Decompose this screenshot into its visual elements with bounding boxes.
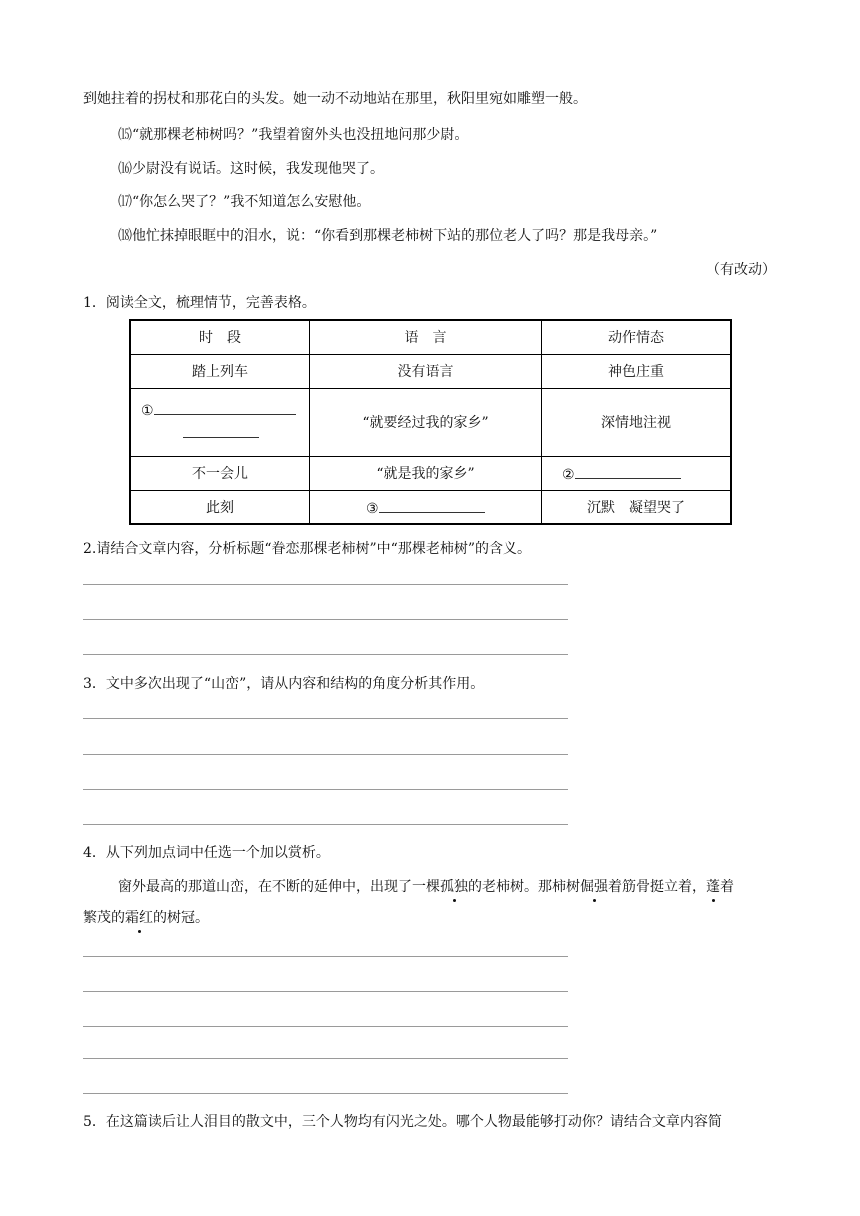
paragraph-16: ⒃少尉没有说话。这时候，我发现他哭了。 [118,161,384,177]
answer-line[interactable] [83,754,568,755]
passage-line: 到她拄着的拐杖和那花白的头发。她一动不动地站在那里，秋阳里宛如雕塑一般。 [83,91,587,107]
answer-blank-3[interactable] [379,497,485,513]
answer-line[interactable] [83,789,568,790]
answer-line[interactable] [83,956,568,957]
table-cell: 没有语言 [310,354,542,388]
table-row [130,388,731,456]
question-2-prompt: 2.请结合文章内容，分析标题“眷恋那棵老柿树”中“那棵老柿树”的含义。 [83,541,531,557]
answer-line[interactable] [83,824,568,825]
dotted-word-text: 霜红 [125,910,153,926]
dotted-word-text: 孤独 [440,879,468,895]
answer-line[interactable] [83,1058,568,1059]
table-header-cell: 动作情态 [542,320,732,354]
dotted-word-stubborn [580,877,608,897]
excerpt-text: 繁茂的 [83,910,125,926]
table-cell: 此刻 [130,490,310,524]
table-row [130,354,731,388]
table-row [130,490,731,524]
blank-marker-1: ① [141,403,154,419]
dotted-word-frost-red [125,908,153,928]
table-header-row [130,320,731,354]
answer-line[interactable] [83,1093,568,1094]
dotted-word-lonely [440,877,468,897]
answer-line[interactable] [83,584,568,585]
blank-marker-2: ② [562,467,575,483]
table-cell: 深情地注视 [542,388,732,456]
excerpt-text: 的老柿树。那柿树 [468,879,580,895]
answer-line[interactable] [83,718,568,719]
answer-line[interactable] [83,619,568,620]
excerpt-text: 着筋骨挺立着， [608,879,706,895]
excerpt-line-2 [83,908,209,928]
question-3-prompt: 3．文中多次出现了“山峦”，请从内容和结构的角度分析其作用。 [83,676,485,692]
table-cell: 不一会儿 [130,456,310,490]
blank-marker-3: ③ [366,500,379,517]
paragraph-18: ⒅他忙抹掉眼眶中的泪水，说：“你看到那棵老柿树下站的那位老人了吗？那是我母亲。” [118,228,658,244]
table-cell: 沉默 凝望哭了 [542,490,732,524]
dotted-word-text: 蓬 [706,879,720,895]
table-cell [310,490,542,524]
table-row [130,456,731,490]
table-cell: “就要经过我的家乡” [310,388,542,456]
answer-line[interactable] [83,654,568,655]
table-cell [542,456,732,490]
question-4-prompt: 4．从下列加点词中任选一个加以赏析。 [83,845,330,861]
table-header-cell: 时 段 [130,320,310,354]
excerpt-line-1 [118,877,734,897]
table-cell [130,388,310,456]
answer-blank-1-continued[interactable] [183,422,259,438]
table-header-cell: 语 言 [310,320,542,354]
question-5-prompt: 5．在这篇读后让人泪目的散文中，三个人物均有闪光之处。哪个人物最能够打动你？请结合文章内容简 [83,1114,722,1130]
excerpt-text: 的树冠。 [153,910,209,926]
paragraph-15: ⒂“就那棵老柿树吗？”我望着窗外头也没扭地问那少尉。 [118,127,469,143]
answer-blank-2[interactable] [575,463,681,479]
table-cell: 踏上列车 [130,354,310,388]
excerpt-text: 着 [720,879,734,895]
answer-line[interactable] [83,1026,568,1027]
table-cell: “就是我的家乡” [310,456,542,490]
table-cell: 神色庄重 [542,354,732,388]
plot-table [129,319,732,525]
dotted-word-text: 倔强 [580,879,608,895]
answer-blank-1[interactable] [154,399,296,415]
source-note: （有改动） [706,262,776,278]
dotted-word-peng [706,877,720,897]
paragraph-17: ⒄“你怎么哭了？”我不知道怎么安慰他。 [118,194,371,210]
answer-line[interactable] [83,991,568,992]
excerpt-text: 窗外最高的那道山峦，在不断的延伸中，出现了一棵 [118,879,440,895]
question-1-prompt: 1．阅读全文，梳理情节，完善表格。 [83,295,316,311]
